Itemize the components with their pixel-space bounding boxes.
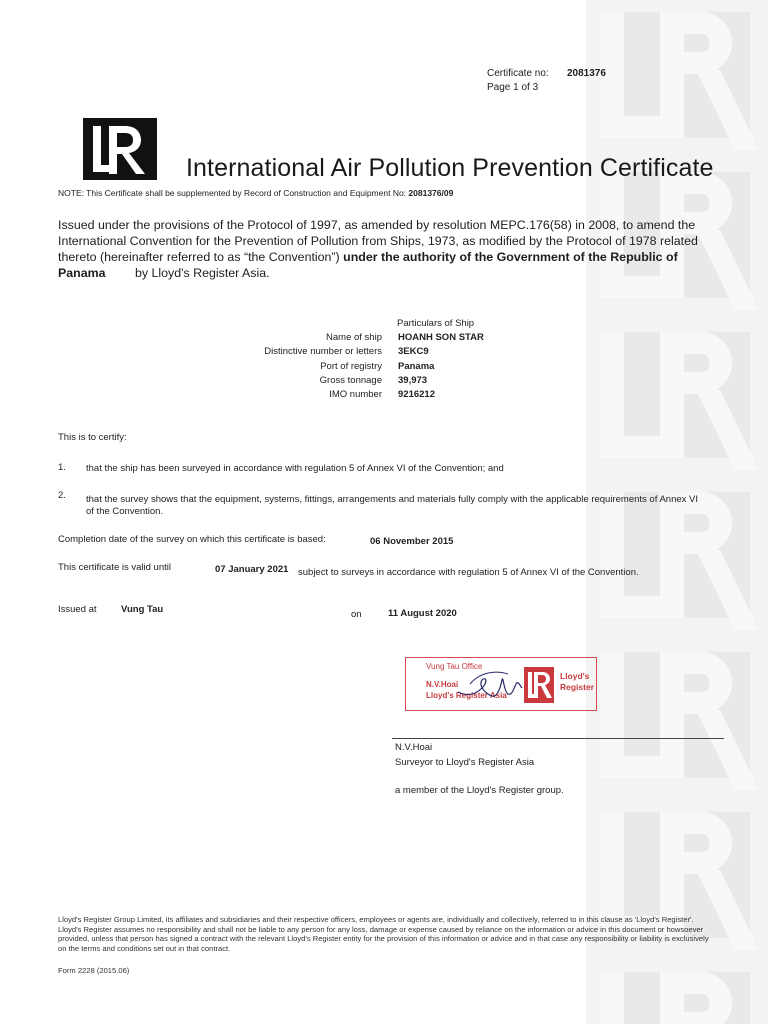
group-membership: a member of the Lloyd's Register group.	[395, 785, 564, 796]
stamp-surveyor: N.V.Hoai	[426, 680, 459, 689]
particulars-label: Port of registry	[320, 361, 382, 372]
record-number: 2081376/09	[408, 188, 454, 198]
signatory-title: Surveyor to Lloyd's Register Asia	[395, 757, 535, 768]
form-number: Form 2228 (2015.06)	[58, 966, 130, 975]
lr-watermark-icon	[586, 0, 768, 150]
issued-at-label: Issued at	[58, 604, 97, 615]
stamp-brand-line1: Lloyd's	[560, 671, 590, 681]
issuing-authority: under the authority of the Government of the Republic of Panama	[58, 250, 678, 280]
lr-watermark-icon	[586, 630, 768, 790]
valid-until-label: This certificate is valid until	[58, 562, 171, 573]
certify-item-number: 2.	[58, 490, 66, 501]
completion-date-label: Completion date of the survey on which this certificate is based:	[58, 534, 326, 545]
lr-watermark-icon	[586, 310, 768, 470]
page-title: International Air Pollution Prevention Certificate	[186, 154, 714, 182]
signature-line	[392, 738, 724, 739]
stamp-brand-line2: Register	[560, 682, 595, 692]
particulars-row	[200, 346, 560, 360]
stamp-entity: Lloyd's Register Asia	[426, 691, 507, 700]
particulars-label: Distinctive number or letters	[264, 346, 382, 357]
particulars-value: 9216212	[398, 389, 435, 400]
signatory-name: N.V.Hoai	[395, 742, 433, 753]
signature-icon	[456, 666, 526, 704]
particulars-label: Gross tonnage	[319, 375, 382, 386]
certify-item-text: that the ship has been surveyed in accordance with regulation 5 of Annex VI of the Convention; and	[86, 463, 504, 474]
issued-under-paragraph	[58, 217, 714, 281]
issued-by: by Lloyd's Register Asia.	[134, 266, 270, 280]
particulars-row	[200, 389, 560, 403]
stamp-lr-logo-icon	[524, 667, 554, 703]
certificate-no-label: Certificate no:	[487, 68, 549, 79]
valid-until-date: 07 January 2021	[215, 564, 289, 575]
issued-at-place: Vung Tau	[121, 604, 164, 615]
particulars-label: Name of ship	[326, 332, 382, 343]
lloyds-register-logo-icon	[83, 118, 157, 180]
particulars-value: Panama	[398, 361, 435, 372]
certificate-no-value: 2081376	[567, 68, 606, 79]
particulars-row	[200, 332, 560, 346]
issue-date: 11 August 2020	[388, 608, 457, 619]
certify-item-text: that the survey shows that the equipment, systems, fittings, arrangements and materials fully comply with the applicable requirements of Annex VI of the Convention.	[86, 494, 698, 517]
valid-until-condition: subject to surveys in accordance with regulation 5 of Annex VI of the Convention.	[298, 567, 639, 578]
particulars-heading: Particulars of Ship	[397, 318, 475, 329]
official-stamp	[405, 657, 597, 711]
issued-on-label: on	[351, 609, 362, 620]
particulars-label: IMO number	[329, 389, 382, 400]
particulars-row	[200, 361, 560, 375]
lr-watermark-icon	[586, 950, 768, 1024]
page-indicator: Page 1 of 3	[487, 82, 539, 93]
particulars-value: 3EKC9	[398, 346, 429, 357]
supplement-note-text: NOTE: This Certificate shall be supplemented by Record of Construction and Equipment No:	[58, 188, 407, 198]
particulars-value: 39,973	[398, 375, 428, 386]
supplement-note	[58, 188, 453, 198]
particulars-row	[200, 375, 560, 389]
stamp-office: Vung Tau Office	[426, 662, 483, 671]
particulars-value: HOANH SON STAR	[398, 332, 484, 343]
certify-intro: This is to certify:	[58, 432, 127, 443]
issued-under-text: Issued under the provisions of the Protocol of 1997, as amended by resolution MEPC.176(58) in 2008, to amend the International Convention for the Prevention of Pollution from Ships, 1973, as modified by the Protocol of 1978 related thereto (hereinafter referred to as “the Convention”)	[58, 218, 698, 264]
completion-date: 06 November 2015	[370, 536, 454, 547]
certify-item-number: 1.	[58, 462, 66, 473]
liability-disclaimer: Lloyd's Register Group Limited, its affiliates and subsidiaries and their respective officers, employees or agents are, individually and collectively, referred to in this clause as 'Lloyd's Register'. Lloyd's Register assumes no responsibility and shall not be liable to any person for any loss, damage or expense caused by reliance on the information or advice in this document or howsoever provided, unless that person has signed a contract with the relevant Lloyd's Register entity for the provision of this information or advice and in that case any responsibility or liability is exclusively on the terms and conditions set out in that contract.	[58, 915, 709, 953]
